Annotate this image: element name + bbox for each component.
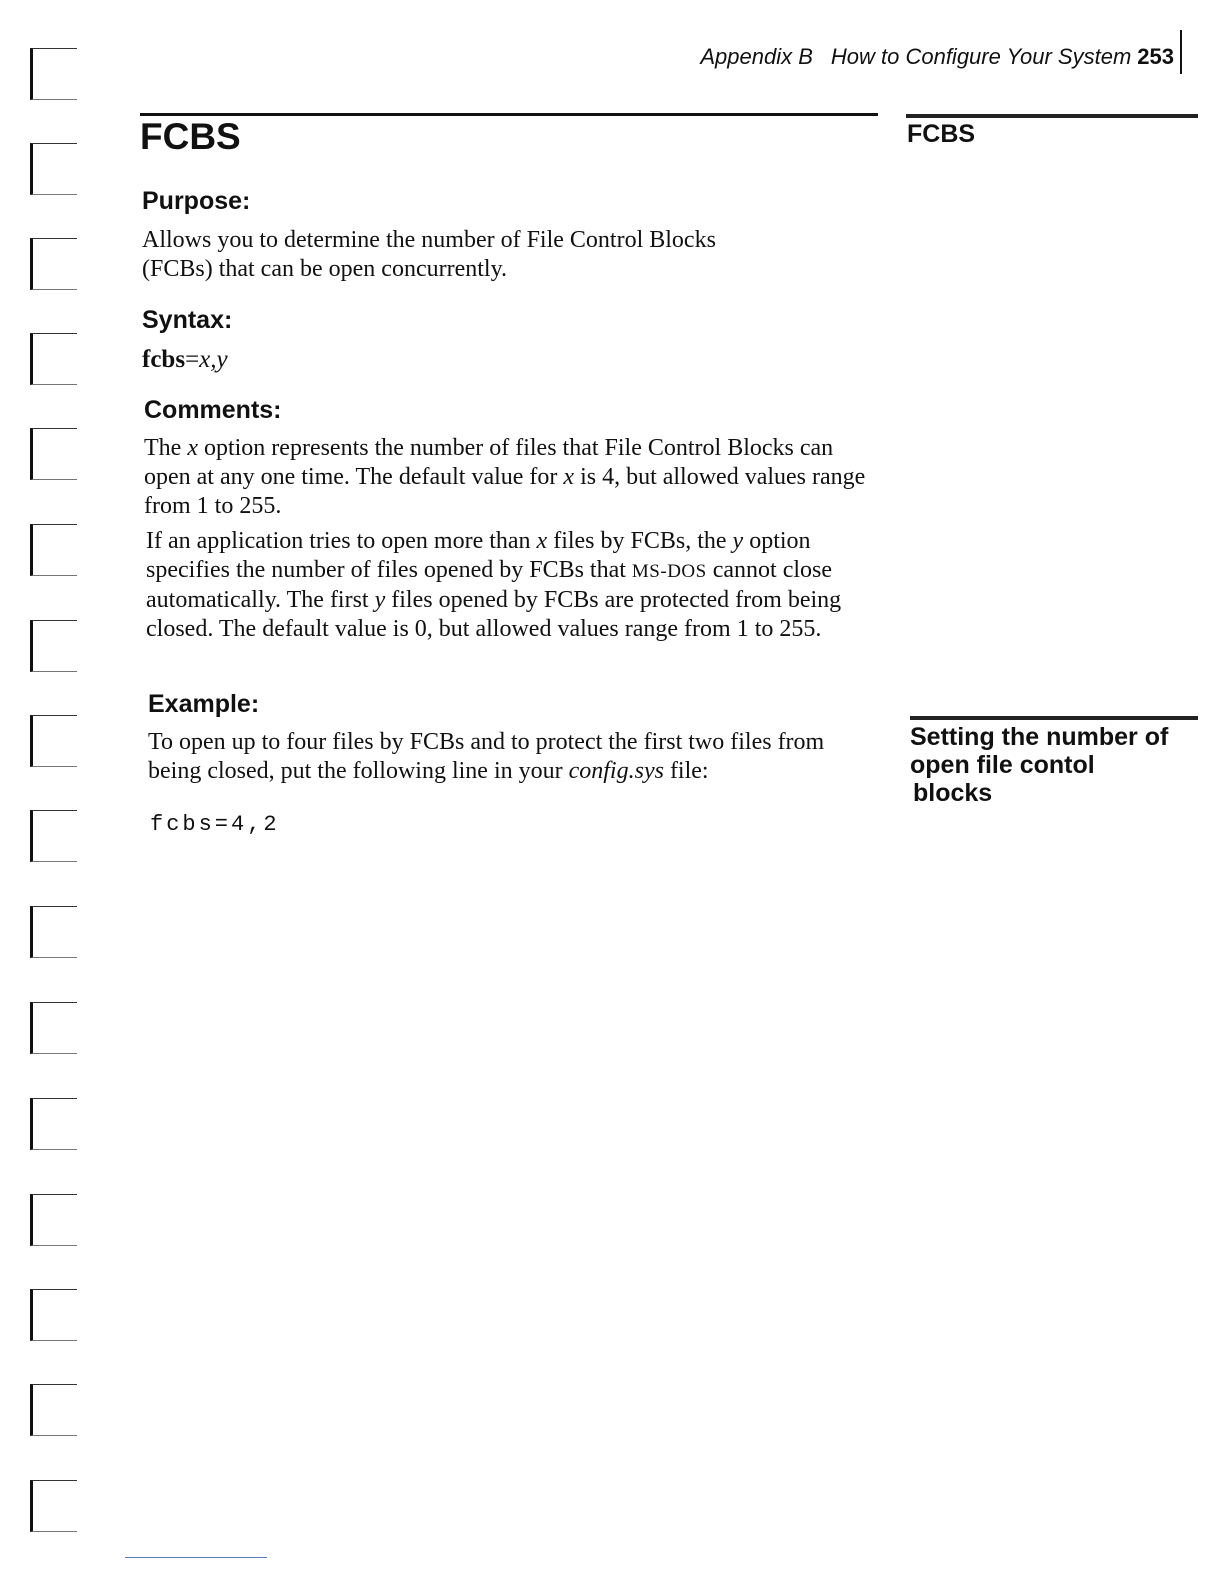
msdos-smallcaps: MS-DOS — [631, 561, 707, 582]
binder-bracket — [30, 1384, 77, 1436]
binder-bracket — [30, 1002, 77, 1054]
binder-bracket — [30, 428, 77, 480]
margin-note-line-1: Setting the number of — [910, 723, 1169, 751]
binder-bracket — [30, 1289, 77, 1341]
running-head — [700, 44, 1174, 70]
binder-bracket — [30, 333, 77, 385]
comments-p2-d: cannot close automatically. The first — [146, 557, 833, 613]
syntax-line — [142, 346, 228, 374]
comments-paragraph-2 — [146, 527, 858, 644]
example-filename: config.sys — [568, 758, 664, 784]
comments-heading: Comments: — [144, 396, 282, 424]
bottom-underline — [125, 1557, 267, 1558]
purpose-text — [142, 226, 882, 284]
binder-bracket — [30, 1194, 77, 1246]
comments-paragraph-1 — [144, 434, 874, 521]
binder-bracket — [30, 1480, 77, 1532]
margin-section-title: FCBS — [907, 120, 976, 148]
example-text — [148, 728, 878, 786]
comments-p1-x2: x — [563, 464, 575, 490]
page-number: 253 — [1137, 44, 1174, 69]
purpose-heading: Purpose: — [142, 187, 251, 215]
binder-bracket — [30, 715, 77, 767]
comments-p2-b: files by FCBs, the — [547, 528, 733, 554]
binder-bracket — [30, 620, 77, 672]
comments-p1-a: The — [144, 435, 188, 461]
comments-p1-x: x — [187, 435, 198, 461]
comments-p2-c: option specifies the number of files opened by FCBs that — [146, 528, 811, 583]
comments-p2-x: x — [536, 528, 548, 554]
syntax-command: fcbs — [142, 346, 186, 373]
example-heading: Example: — [148, 690, 260, 718]
running-head-appendix: Appendix B — [700, 44, 813, 69]
binder-bracket — [30, 48, 77, 100]
margin-note-line-2: open file contol — [910, 751, 1095, 779]
binder-bracket — [30, 1098, 77, 1150]
binder-bracket — [30, 238, 77, 290]
margin-note — [910, 723, 1200, 807]
comments-p2-a: If an application tries to open more than — [146, 528, 537, 554]
section-rule — [140, 113, 878, 116]
purpose-line-1: Allows you to determine the number of File Control Blocks — [142, 227, 716, 253]
syntax-heading: Syntax: — [142, 306, 233, 334]
comments-p1-b: option represents the number of files that File Control Blocks can open at any one time. The default value for — [144, 435, 834, 490]
margin-note-rule — [910, 716, 1198, 720]
margin-rule — [906, 114, 1198, 118]
binder-bracket — [30, 143, 77, 195]
binder-bracket — [30, 906, 77, 958]
running-head-chapter: How to Configure Your System — [830, 44, 1132, 69]
comments-p2-y2: y — [374, 587, 386, 613]
example-text-b: file: — [663, 758, 709, 784]
example-text-a: To open up to four files by FCBs and to protect the first two files from being closed, put the following line in your — [148, 729, 825, 784]
example-code: fcbs=4,2 — [150, 812, 280, 837]
comments-p1-c: is 4, but allowed values range from 1 to 255. — [144, 464, 866, 519]
syntax-params: x,y — [199, 346, 228, 373]
comments-p2-e: files opened by FCBs are protected from being closed. The default value is 0, but allowed values range from 1 to 255. — [146, 587, 842, 642]
margin-note-line-3: blocks — [913, 779, 993, 807]
syntax-equals: = — [185, 346, 200, 373]
binder-bracket — [30, 810, 77, 862]
page-edge-rule — [1180, 30, 1182, 74]
section-title: FCBS — [140, 116, 241, 157]
comments-p2-y: y — [732, 528, 744, 554]
binder-bracket — [30, 524, 77, 576]
purpose-line-2: (FCBs) that can be open concurrently. — [142, 256, 508, 282]
